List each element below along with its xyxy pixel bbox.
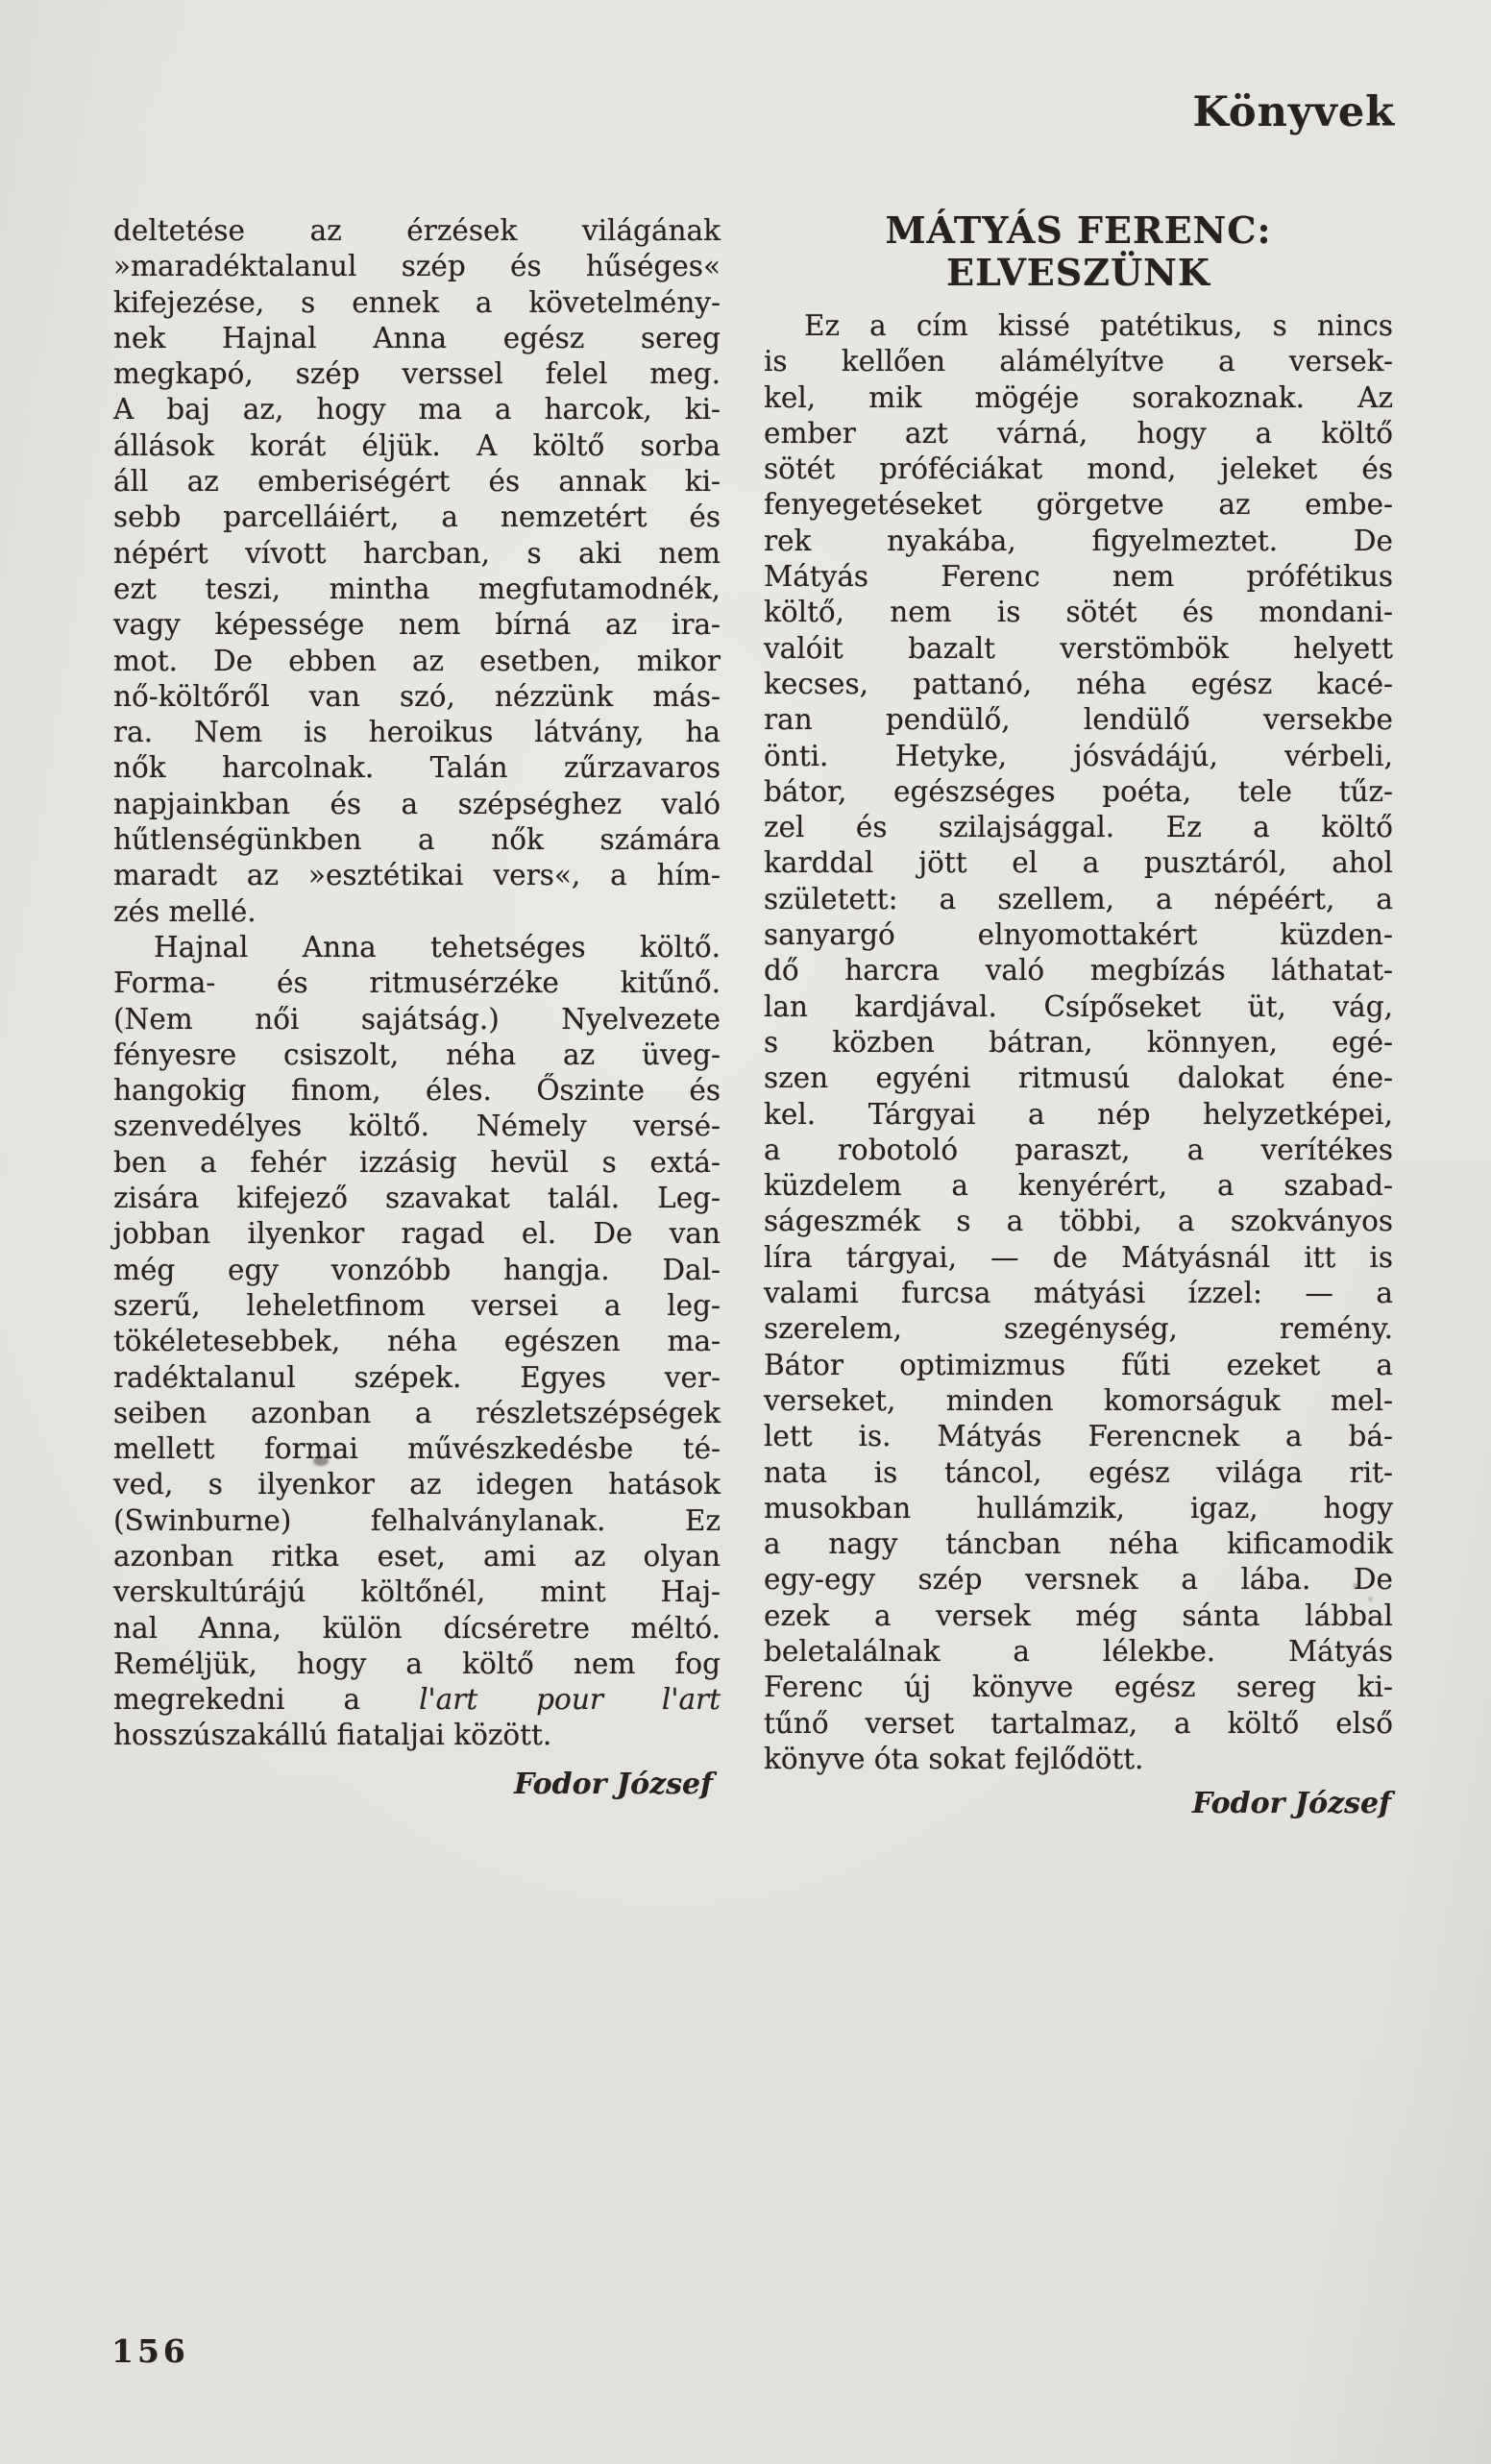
text-line: musokban hullámzik, igaz, hogy <box>764 1491 1393 1525</box>
text-line: ezt teszi, mintha megfutamodnék, <box>113 572 721 605</box>
text-line: nők harcolnak. Talán zűrzavaros <box>113 751 721 785</box>
text-line: ben a fehér izzásig hevül s extá- <box>113 1145 721 1179</box>
text-line: ra. Nem is heroikus látvány, ha <box>113 716 721 749</box>
text-line: könyve óta sokat fejlődött. <box>764 1742 1144 1775</box>
ink-smudge <box>1353 1583 1358 1589</box>
text-line: küzdelem a kenyérért, a szabad- <box>764 1169 1393 1203</box>
text-line: is kellően alámélyítve a versek- <box>764 345 1393 378</box>
text-line: (Swinburne) felhalványlanak. Ez <box>113 1503 721 1537</box>
text-line: állások korát éljük. A költő sorba <box>113 428 721 462</box>
text-line: hangokig finom, éles. Őszinte és <box>113 1074 721 1108</box>
text-line: kel. Tárgyai a nép helyzetképei, <box>764 1097 1393 1131</box>
text-line: Ez a cím kissé patétikus, s nincs <box>804 309 1393 342</box>
right-column-text <box>764 308 1393 1777</box>
text-line: a robotoló paraszt, a verítékes <box>764 1133 1393 1166</box>
text-line: fényesre csiszolt, néha az üveg- <box>113 1037 721 1071</box>
text-line: áll az emberiségért és annak ki- <box>113 465 721 499</box>
text-line: deltetése az érzések világának <box>113 214 721 247</box>
page-number: 156 <box>111 2332 189 2370</box>
text-line: költő, nem is sötét és mondani- <box>764 596 1393 629</box>
left-column-signature: Fodor József <box>513 1767 713 1801</box>
review-title <box>764 209 1393 294</box>
text-line: népért vívott harcban, s aki nem <box>113 536 721 570</box>
right-column-signature: Fodor József <box>1191 1787 1391 1821</box>
text-line: dő harcra való megbízás láthatat- <box>764 954 1393 988</box>
text-line: Bátor optimizmus fűti ezeket a <box>764 1348 1393 1381</box>
text-line: Reméljük, hogy a költő nem fog <box>113 1647 721 1680</box>
text-line: valami furcsa mátyási ízzel: — a <box>764 1277 1393 1310</box>
text-line: még egy vonzóbb hangja. Dal- <box>113 1253 721 1286</box>
text-line: szerelem, szegénység, remény. <box>764 1312 1393 1346</box>
text-line: megrekedni a l'art pour l'art <box>113 1683 721 1717</box>
text-line: sötét próféciákat mond, jeleket és <box>764 452 1393 486</box>
text-line: szerű, leheletfinom versei a leg- <box>113 1288 721 1322</box>
right-column <box>764 202 1393 1820</box>
text-line: mellett formai művészkedésbe té- <box>113 1432 721 1466</box>
text-line: azonban ritka eset, ami az olyan <box>113 1539 721 1573</box>
text-line: Ferenc új könyve egész sereg ki- <box>764 1671 1393 1704</box>
review-title-book: ELVESZÜNK <box>946 251 1210 294</box>
text-line: lan kardjával. Csípőseket üt, vág, <box>764 989 1393 1023</box>
text-line: ezek a versek még sánta lábbal <box>764 1598 1393 1632</box>
text-line: radéktalanul szépek. Egyes ver- <box>113 1360 721 1394</box>
left-column <box>113 213 721 1801</box>
text-line: szenvedélyes költő. Némely versé- <box>113 1110 721 1143</box>
text-line: verseket, minden komorságuk mel- <box>764 1383 1393 1417</box>
text-line: fenyegetéseket görgetve az embe- <box>764 488 1393 522</box>
text-line: seiben azonban a részletszépségek <box>113 1396 721 1429</box>
text-line: hűtlenségünkben a nők számára <box>113 823 721 857</box>
review-title-author: MÁTYÁS FERENC: <box>885 208 1272 252</box>
text-line: sebb parcelláiért, a nemzetért és <box>113 500 721 534</box>
text-line: a nagy táncban néha kificamodik <box>764 1527 1393 1561</box>
text-line: született: a szellem, a népéért, a <box>764 882 1393 915</box>
ink-smudge <box>313 1456 329 1466</box>
text-line: tűnő verset tartalmaz, a költő első <box>764 1706 1393 1740</box>
text-line: nal Anna, külön dícséretre méltó. <box>113 1611 721 1645</box>
text-line: valóit bazalt verstömbök helyett <box>764 631 1393 665</box>
text-line: kecses, pattanó, néha egész kacé- <box>764 667 1393 700</box>
text-line: sanyargó elnyomottakért küzden- <box>764 918 1393 952</box>
text-line: »maradéktalanul szép és hűséges« <box>113 250 721 283</box>
page-header: Könyvek <box>1192 88 1395 136</box>
text-line: Forma- és ritmusérzéke kitűnő. <box>113 966 721 1000</box>
text-line: rek nyakába, figyelmeztet. De <box>764 524 1393 557</box>
text-line: jobban ilyenkor ragad el. De van <box>113 1217 721 1251</box>
text-line: lett is. Mátyás Ferencnek a bá- <box>764 1420 1393 1453</box>
text-line: szen egyéni ritmusú dalokat éne- <box>764 1061 1393 1095</box>
text-line: nő-költőről van szó, nézzünk más- <box>113 679 721 713</box>
text-line: Mátyás Ferenc nem prófétikus <box>764 560 1393 594</box>
text-line: beletalálnak a lélekbe. Mátyás <box>764 1634 1393 1668</box>
text-line: ran pendülő, lendülő versekbe <box>764 703 1393 737</box>
text-line: verskultúrájú költőnél, mint Haj- <box>113 1575 721 1609</box>
text-line: karddal jött el a pusztáról, ahol <box>764 846 1393 880</box>
text-line: vagy képessége nem bírná az ira- <box>113 608 721 642</box>
text-line: zel és szilajsággal. Ez a költő <box>764 811 1393 844</box>
text-line: megkapó, szép verssel felel meg. <box>113 357 721 391</box>
text-line: ved, s ilyenkor az idegen hatások <box>113 1468 721 1501</box>
text-line: A baj az, hogy ma a harcok, ki- <box>113 393 721 427</box>
left-column-text <box>113 213 721 1754</box>
text-line: (Nem női sajátság.) Nyelvezete <box>113 1002 721 1036</box>
ink-smudge <box>1368 1597 1373 1601</box>
text-line: önti. Hetyke, jósvádájú, vérbeli, <box>764 739 1393 772</box>
text-line: mot. De ebben az esetben, mikor <box>113 644 721 677</box>
text-line: maradt az »esztétikai vers«, a hím- <box>113 859 721 892</box>
text-line: s közben bátran, könnyen, egé- <box>764 1025 1393 1059</box>
text-line: kel, mik mögéje sorakoznak. Az <box>764 380 1393 414</box>
text-line: Hajnal Anna tehetséges költő. <box>154 930 721 964</box>
text-line: ember azt várná, hogy a költő <box>764 416 1393 450</box>
text-line: líra tárgyai, — de Mátyásnál itt is <box>764 1240 1393 1274</box>
text-line: hosszúszakállú fiataljai között. <box>113 1719 552 1752</box>
text-line: ságeszmék s a többi, a szokványos <box>764 1205 1393 1238</box>
text-line: tökéletesebbek, néha egészen ma- <box>113 1325 721 1358</box>
text-line: napjainkban és a szépséghez való <box>113 787 721 820</box>
text-line: egy-egy szép versnek a lába. De <box>764 1563 1393 1597</box>
text-line: zisára kifejező szavakat talál. Leg- <box>113 1182 721 1215</box>
text-line: bátor, egészséges poéta, tele tűz- <box>764 774 1393 808</box>
text-line: kifejezése, s ennek a követelmény- <box>113 285 721 319</box>
text-line: nata is táncol, egész világa rit- <box>764 1455 1393 1489</box>
text-line: zés mellé. <box>113 894 257 928</box>
text-line: nek Hajnal Anna egész sereg <box>113 321 721 354</box>
